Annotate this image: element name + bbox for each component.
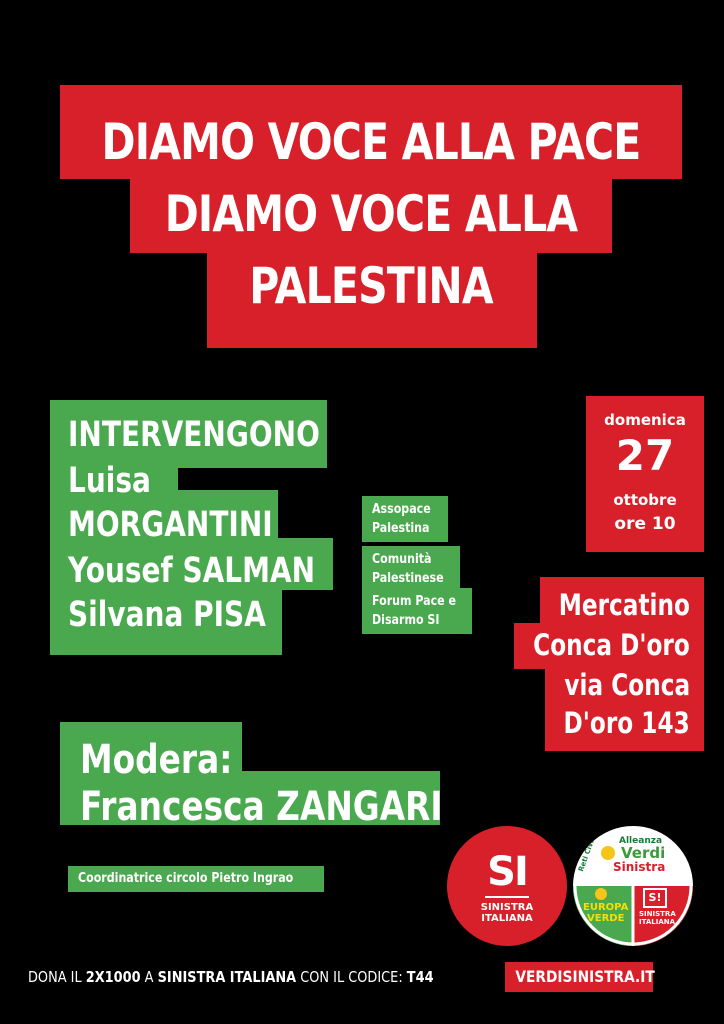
speaker-line-2: MORGANTINI xyxy=(68,505,273,545)
org-1-line-2: Palestina xyxy=(372,521,430,536)
org-2-line-2: Palestinese xyxy=(372,571,444,586)
title-line-3: PALESTINA xyxy=(249,257,493,315)
title-line-1: DIAMO VOCE ALLA PACE xyxy=(101,113,641,171)
si-line-2: ITALIANA xyxy=(481,913,533,924)
donation-text xyxy=(28,967,434,987)
org-1-line-1: Assopace xyxy=(372,502,431,517)
org-3-line-2: Disarmo SI xyxy=(372,613,440,628)
avs-line-3: Sinistra xyxy=(613,860,666,874)
date-day: 27 xyxy=(615,431,675,480)
donate-party: SINISTRA ITALIANA xyxy=(157,968,297,986)
website-link[interactable]: VERDISINISTRA.IT xyxy=(515,967,655,986)
location-line-4: D'oro 143 xyxy=(563,706,690,740)
date-weekday: domenica xyxy=(604,411,686,429)
org-3-line-1: Forum Pace e xyxy=(372,594,457,609)
moderator-name: Francesca ZANGARI xyxy=(80,784,443,830)
location-line-3: via Conca xyxy=(564,668,690,702)
avs-line-1: Alleanza xyxy=(619,836,663,846)
donate-code: T44 xyxy=(406,968,434,986)
speaker-line-3: Yousef SALMAN xyxy=(68,551,316,591)
avs-line-2: Verdi xyxy=(621,844,666,862)
avs-side: Reti Civiche xyxy=(577,826,601,873)
sinistra-italiana-logo xyxy=(447,826,567,946)
title-line-2: DIAMO VOCE ALLA xyxy=(164,185,578,243)
date-time: ore 10 xyxy=(614,514,676,534)
ev-line-2: VERDE xyxy=(587,913,625,924)
date-month: ottobre xyxy=(613,491,677,509)
speaker-line-4: Silvana PISA xyxy=(68,595,266,635)
si-mark: SI xyxy=(487,849,527,895)
location-line-1: Mercatino xyxy=(558,588,690,622)
si-underline xyxy=(485,896,529,898)
speaker-line-1: Luisa xyxy=(68,461,151,501)
ev-sun-icon xyxy=(595,888,607,900)
si-line-1: SINISTRA xyxy=(480,902,534,913)
org-2-line-1: Comunità xyxy=(372,552,432,567)
avs-logo xyxy=(573,826,693,946)
website-badge[interactable] xyxy=(505,962,653,992)
sun-icon xyxy=(601,846,615,860)
donate-mid: A xyxy=(140,968,158,986)
donate-prefix: DONA IL xyxy=(28,968,86,986)
location-line-2: Conca D'oro xyxy=(533,628,690,662)
avs-si-line-2: ITALIANA xyxy=(639,918,676,926)
donate-amount: 2X1000 xyxy=(85,968,141,986)
avs-si-mark: S! xyxy=(643,888,667,908)
speakers-heading: INTERVENGONO xyxy=(68,415,320,455)
donate-code-label: CON IL CODICE: xyxy=(296,968,407,986)
ev-line-1: EUROPA xyxy=(583,902,629,913)
moderator-role: Coordinatrice circolo Pietro Ingrao xyxy=(78,871,294,886)
moderator-label: Modera: xyxy=(80,737,233,783)
avs-si-line-1: SINISTRA xyxy=(639,910,676,918)
